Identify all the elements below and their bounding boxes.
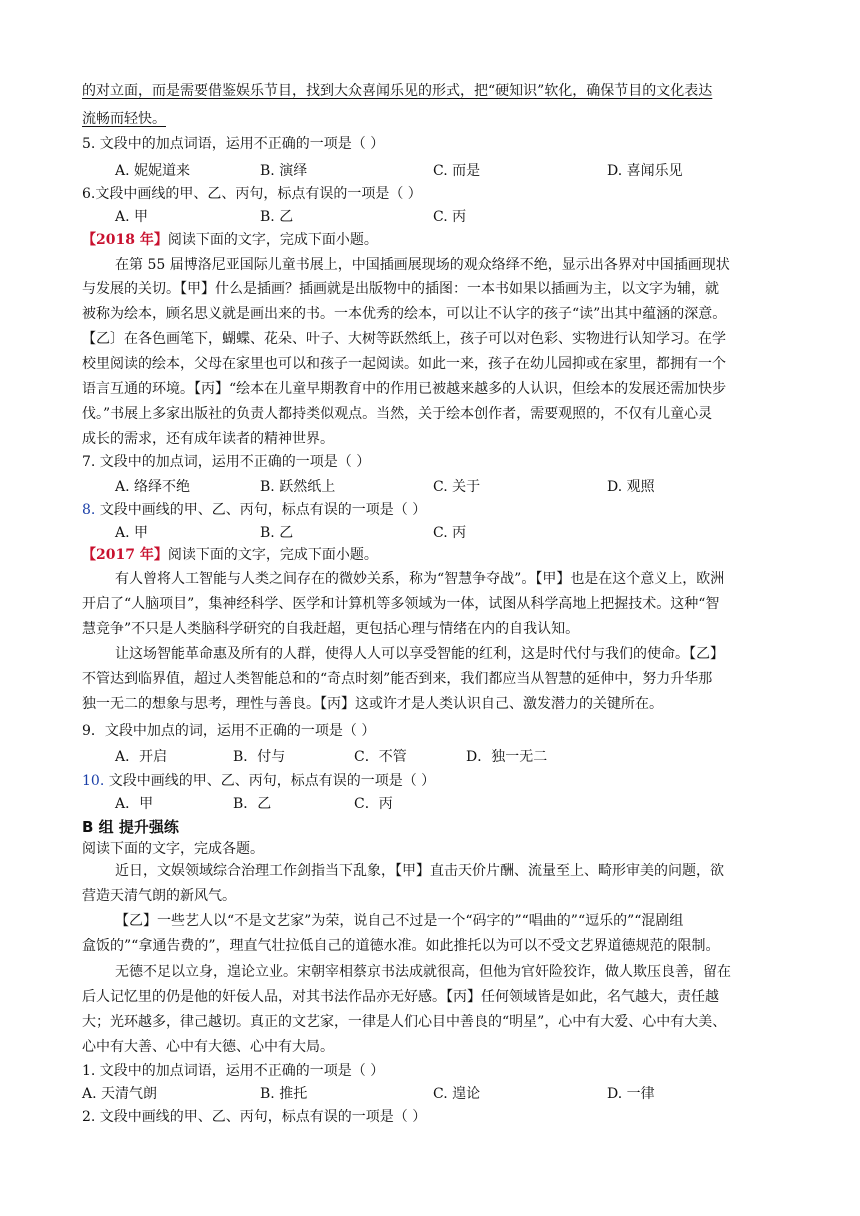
question-number: 10. xyxy=(82,773,105,789)
question-7: 7. 文段中的加点词，运用不正确的一项是（ ） xyxy=(82,454,371,470)
option: C. 而是 xyxy=(433,163,481,179)
passage-line: 盒饭的”“拿通告费的”，理直气壮拉低自己的道德水准。如此推托以为可以不受文艺界道德规范的限制。 xyxy=(82,938,720,954)
question-10: 10. 文段中画线的甲、乙、丙句，标点有误的一项是（ ） xyxy=(82,773,436,789)
option: A. 甲 xyxy=(115,525,149,541)
group-heading: B 组 提升强练 xyxy=(82,818,179,836)
passage-line: 校里阅读的绘本，父母在家里也可以和孩子一起阅读。如此一来，孩子在幼儿园抑或在家里，都拥有一个 xyxy=(82,356,726,372)
passage-line: 让这场智能革命惠及所有的人群，使得人人可以享受智能的红利，这是时代付与我们的使命。【乙】 xyxy=(115,646,724,662)
passage-line: 慧竞争”不只是人类脑科学研究的自我赶超，更包括心理与情绪在内的自我认知。 xyxy=(82,621,580,637)
option: C. 丙 xyxy=(433,209,467,225)
section-heading-2018: 【2018 年】阅读下面的文字，完成下面小题。 xyxy=(82,232,378,248)
question-6: 6.文段中画线的甲、乙、丙句，标点有误的一项是（ ） xyxy=(82,186,422,202)
question-b2: 2. 文段中画线的甲、乙、丙句，标点有误的一项是（ ） xyxy=(82,1109,427,1125)
option: C. 关于 xyxy=(433,479,481,495)
question-8: 8. 文段中画线的甲、乙、丙句，标点有误的一项是（ ） xyxy=(82,502,427,518)
passage-line: 开启了“人脑项目”，集神经科学、医学和计算机等多领域为一体，试图从科学高地上把握技术。这种“智 xyxy=(82,596,720,612)
option: B. 乙 xyxy=(260,209,294,225)
option: B. 推托 xyxy=(260,1086,308,1102)
option: A．开启 xyxy=(115,749,168,765)
option: D．独一无二 xyxy=(466,749,548,765)
option: A．甲 xyxy=(115,796,154,812)
option: B. 乙 xyxy=(260,525,294,541)
passage-line: 营造天清气朗的新风气。 xyxy=(82,888,236,904)
passage-line: 在第 55 届博洛尼亚国际儿童书展上，中国插画展现场的观众络绎不绝，显示出各界对中国插画现状 xyxy=(115,257,730,273)
option: C. 丙 xyxy=(433,525,467,541)
passage-line: 大；光环越多，律己越切。真正的文艺家，一律是人们心目中善良的“明星”，心中有大爱、心中有大美、 xyxy=(82,1014,727,1030)
option: C．丙 xyxy=(354,796,393,812)
question-b1: 1. 文段中的加点词语，运用不正确的一项是（ ） xyxy=(82,1063,385,1079)
year-tag: 【2018 年】 xyxy=(82,232,168,248)
option: D. 观照 xyxy=(607,479,655,495)
option: B．付与 xyxy=(233,749,286,765)
passage-line: 的对立面，而是需要借鉴娱乐节目，找到大众喜闻乐见的形式，把“硬知识”软化，确保节目的文化表达 xyxy=(82,83,713,99)
option: A. 妮妮道来 xyxy=(115,163,191,179)
passage-line: 流畅而轻快。 xyxy=(82,111,166,127)
passage-line: 成长的需求，还有成年读者的精神世界。 xyxy=(82,431,334,447)
passage-line: 有人曾将人工智能与人类之间存在的微妙关系，称为“智慧争夺战”。【甲】也是在这个意义上，欧洲 xyxy=(115,571,725,587)
passage-line: 近日，文娱领域综合治理工作剑指当下乱象，【甲】直击天价片酬、流量至上、畸形审美的问题，欲 xyxy=(115,863,724,879)
passage-line: 【乙〕在各色画笔下，蝴蝶、花朵、叶子、大树等跃然纸上，孩子可以对色彩、实物进行认知学习。在学 xyxy=(82,331,726,347)
option: A. 天清气朗 xyxy=(82,1086,158,1102)
passage-line: 被称为绘本，顾名思义就是画出来的书。一本优秀的绘本，可以让不认字的孩子“读”出其中蕴涵的深意。 xyxy=(82,306,727,322)
option: C. 遑论 xyxy=(433,1086,481,1102)
question-9: 9．文段中加点的词，运用不正确的一项是（ ） xyxy=(82,723,376,739)
section-heading-2017: 【2017 年】阅读下面的文字，完成下面小题。 xyxy=(82,547,378,563)
passage-line: 独一无二的想象与思考，理性与善良。【丙】这或许才是人类认识自己、激发潜力的关键所在。 xyxy=(82,696,663,712)
passage-line: 伐。”书展上多家出版社的负责人都持类似观点。当然，关于绘本创作者，需要观照的，不仅有儿童心灵 xyxy=(82,406,713,422)
option: B. 演绎 xyxy=(260,163,308,179)
passage-line: 与发展的关切。【甲】什么是插画？插画就是出版物中的插图：一本书如果以插画为主，以文字为辅，就 xyxy=(82,281,719,297)
passage-line: 不管达到临界值，超过人类智能总和的“奇点时刻”能否到来，我们都应当从智慧的延伸中，努力升华那 xyxy=(82,671,713,687)
year-tag: 【2017 年】 xyxy=(82,547,168,563)
option: D. 一律 xyxy=(607,1086,655,1102)
passage-line: 【乙】一些艺人以“不是文艺家”为荣，说自己不过是一个“码字的”“唱曲的”“逗乐的”“混剧组 xyxy=(115,913,684,929)
option: A. 甲 xyxy=(115,209,149,225)
option: A. 络绎不绝 xyxy=(115,479,191,495)
passage-line: 无德不足以立身，遑论立业。宋朝宰相蔡京书法成就很高，但他为官奸险狡诈，做人欺压良善，留在 xyxy=(115,964,731,980)
passage-line: 心中有大善、心中有大德、心中有大局。 xyxy=(82,1039,334,1055)
passage-line: 语言互通的环境。【丙】“绘本在儿童早期教育中的作用已被越来越多的人认识，但绘本的发展还需加快步 xyxy=(82,381,727,397)
option: C．不管 xyxy=(354,749,407,765)
option: B. 跃然纸上 xyxy=(260,479,336,495)
passage-line: 后人记忆里的仍是他的奸佞人品，对其书法作品亦无好感。【丙】任何领域皆是如此，名气越大，责任越 xyxy=(82,989,719,1005)
instruction: 阅读下面的文字，完成各题。 xyxy=(82,841,264,857)
option: B．乙 xyxy=(233,796,272,812)
question-5: 5. 文段中的加点词语，运用不正确的一项是（ ） xyxy=(82,136,385,152)
question-number: 8. xyxy=(82,502,96,518)
option: D. 喜闻乐见 xyxy=(607,163,683,179)
